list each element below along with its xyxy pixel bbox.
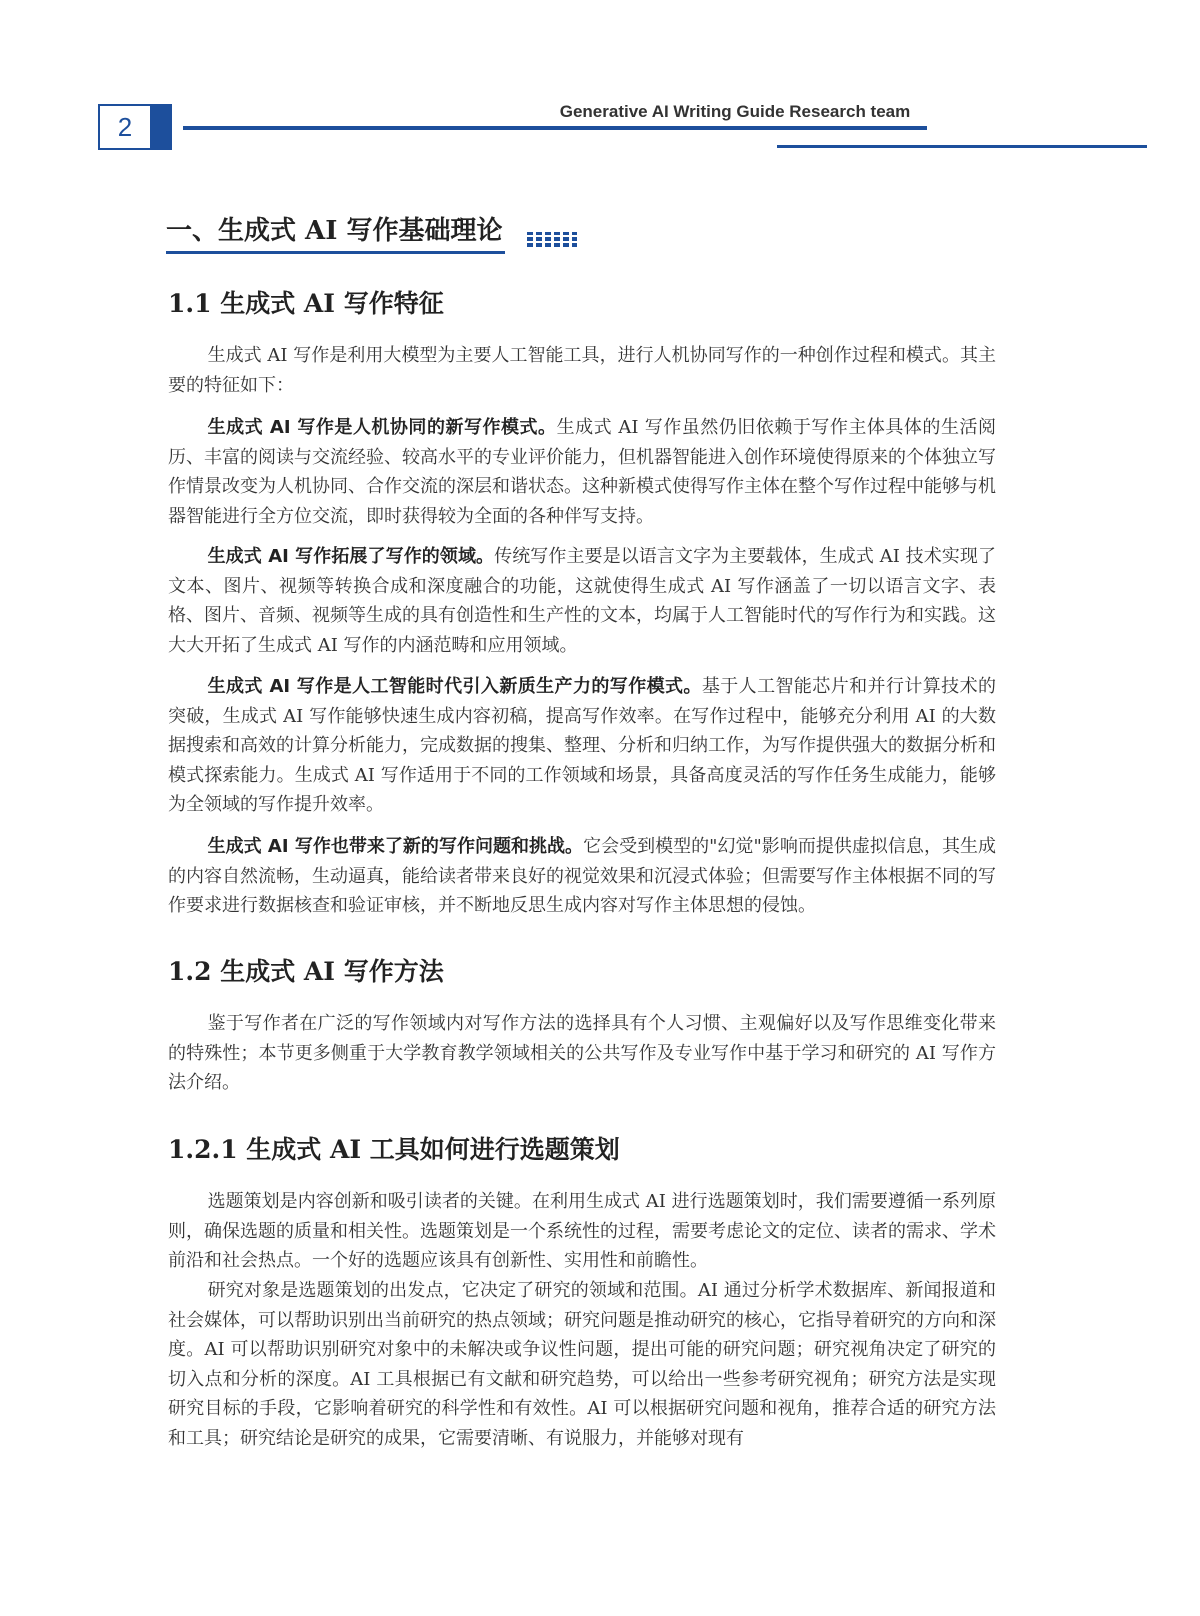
feature-lead: 生成式 AI 写作是人工智能时代引入新质生产力的写作模式。 bbox=[207, 676, 702, 697]
feature-text: 生成式 AI 写作虽然仍旧依赖于写作主体具体的生活阅历、丰富的阅读与交流经验、较高水平的专业评价能力，但机器智能进入创作环境使得原来的个体独立写作情景改变为人机协同、合作交流的深层和谐状态。这种新模式使得写作主体在整个写作过程中能够与机器智能进行全方位交流，即时获得较为全面的各种伴写支持。 bbox=[168, 417, 996, 527]
decorative-dots-icon bbox=[527, 232, 577, 247]
paragraph-intro: 生成式 AI 写作是利用大模型为主要人工智能工具，进行人机协同写作的一种创作过程和模式。其主要的特征如下： bbox=[168, 345, 996, 396]
header-rule-secondary bbox=[777, 145, 1147, 148]
feature-text: 基于人工智能芯片和并行计算技术的突破，生成式 AI 写作能够快速生成内容初稿，提高写作效率。在写作过程中，能够充分利用 AI 的大数据搜索和高效的计算分析能力，完成数据的搜集、整理、分析和归纳工作，为写作提供强大的数据分析和模式探索能力。生成式 AI 写作适用于不同的工作领域和场景，具备高度灵活的写作任务生成能力，能够为全领域的写作提升效率。 bbox=[168, 676, 996, 816]
feature-lead: 生成式 AI 写作也带来了新的写作问题和挑战。 bbox=[207, 836, 584, 857]
paragraph-feature bbox=[168, 542, 996, 660]
paragraph-feature bbox=[168, 832, 996, 921]
section-title-1-2: 1.2 生成式 AI 写作方法 bbox=[168, 957, 444, 986]
paragraph-feature bbox=[168, 413, 996, 531]
header-rule bbox=[183, 126, 927, 130]
paragraph: 选题策划是内容创新和吸引读者的关键。在利用生成式 AI 进行选题策划时，我们需要遵循一系列原则，确保选题的质量和相关性。选题策划是一个系统性的过程，需要考虑论文的定位、读者的需求、学术前沿和社会热点。一个好的选题应该具有创新性、实用性和前瞻性。 bbox=[168, 1191, 996, 1272]
paragraph-feature bbox=[168, 672, 996, 820]
paragraph-intro: 鉴于写作者在广泛的写作领域内对写作方法的选择具有个人习惯、主观偏好以及写作思维变化带来的特殊性；本节更多侧重于大学教育教学领域相关的公共写作及专业写作中基于学习和研究的 AI 写作方法介绍。 bbox=[168, 1013, 996, 1094]
feature-lead: 生成式 AI 写作是人机协同的新写作模式。 bbox=[207, 417, 557, 438]
running-header: Generative AI Writing Guide Research team bbox=[559, 102, 911, 121]
chapter-title: 一、生成式 AI 写作基础理论 bbox=[166, 210, 505, 254]
page-number-badge bbox=[98, 104, 172, 150]
feature-text: 传统写作主要是以语言文字为主要载体，生成式 AI 技术实现了文本、图片、视频等转换合成和深度融合的功能，这就使得生成式 AI 写作涵盖了一切以语言文字、表格、图片、音频、视频等生成的具有创造性和生产性的文本，均属于人工智能时代的写作行为和实践。这大大开拓了生成式 AI 写作的内涵范畴和应用领域。 bbox=[168, 546, 996, 656]
section-title-1-1: 1.1 生成式 AI 写作特征 bbox=[168, 289, 444, 318]
paragraph: 研究对象是选题策划的出发点，它决定了研究的领域和范围。AI 通过分析学术数据库、新闻报道和社会媒体，可以帮助识别出当前研究的热点领域；研究问题是推动研究的核心，它指导着研究的方向和深度。AI 可以帮助识别研究对象中的未解决或争议性问题，提出可能的研究问题；研究视角决定了研究的切入点和分析的深度。AI 工具根据已有文献和研究趋势，可以给出一些参考研究视角；研究方法是实现研究目标的手段，它影响着研究的科学性和有效性。AI 可以根据研究问题和视角，推荐合适的研究方法和工具；研究结论是研究的成果，它需要清晰、有说服力，并能够对现有 bbox=[168, 1280, 996, 1449]
section-title-1-2-1: 1.2.1 生成式 AI 工具如何进行选题策划 bbox=[168, 1135, 620, 1164]
feature-lead: 生成式 AI 写作拓展了写作的领域。 bbox=[207, 546, 495, 567]
page-number: 2 bbox=[100, 106, 150, 148]
feature-text: 它会受到模型的"幻觉"影响而提供虚拟信息，其生成的内容自然流畅，生动逼真，能给读者带来良好的视觉效果和沉浸式体验；但需要写作主体根据不同的写作要求进行数据核查和验证审核，并不断地反思生成内容对写作主体思想的侵蚀。 bbox=[168, 836, 996, 917]
